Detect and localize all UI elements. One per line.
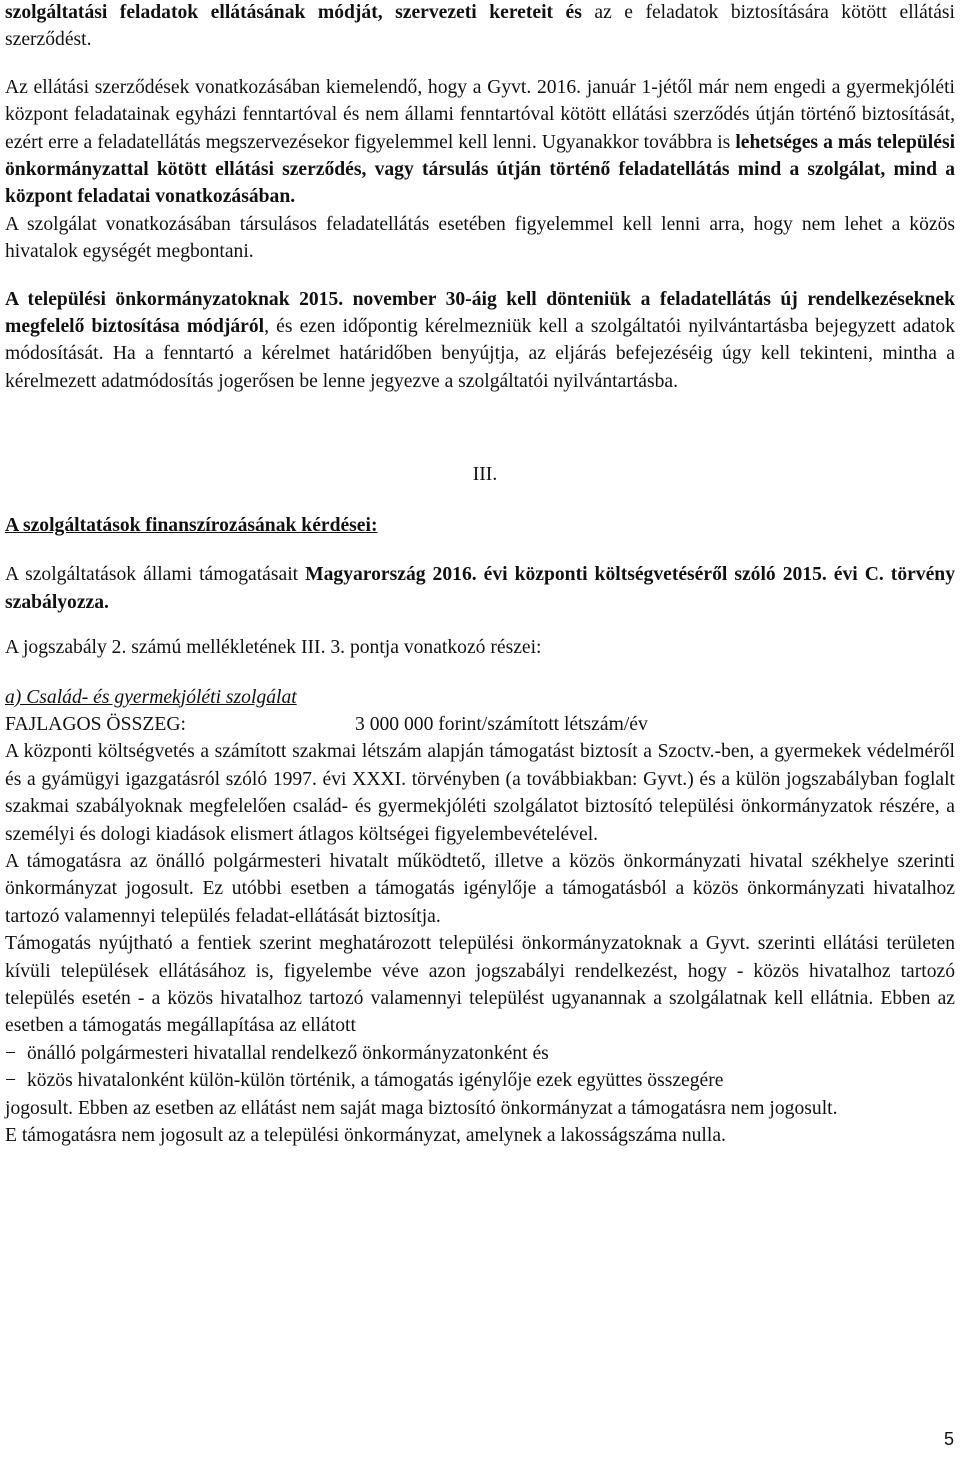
- paragraph-support: Támogatás nyújtható a fentiek szerint meghatározott települési önkormányzatoknak a Gyvt. szerinti ellátási területen kívüli települések ellátásához is, figyelembe véve azon jogszabályi rendelkezést, hogy - közös hivatalhoz tartozó település esetén - a közös hivatalhoz tartozó valamennyi települést ugyanannak a szolgálatnak kell ellátnia. Ebben az esetben a támogatás megállapítása az ellátott: [5, 933, 955, 1037]
- paragraph-funding: [5, 561, 955, 616]
- dash-bullet: −: [5, 1042, 17, 1064]
- deadline-bold-text: A települési önkormányzatoknak 2015. november 30-áig kell dönteniük a feladatellátás új rendelkezéseknek megfelelő biztosítása módjáról: [5, 288, 955, 338]
- contracts-text: Az ellátási szerződések vonatkozásában kiemelendő, hogy a Gyvt. 2016. január 1-jétől már nem engedi a gyermekjóléti központ feladatainak egyházi fenntartóval és nem állami fenntartóval kötött ellátási szerződés útján történő biztosítását, ezért erre a feladatellátás megszervezésekor figyelemmel kell lenni.: [5, 76, 955, 153]
- dash-bullet: −: [5, 1070, 17, 1092]
- paragraph-contracts: [5, 74, 955, 211]
- paragraph-deadline: [5, 286, 955, 396]
- section-number: III.: [472, 464, 498, 486]
- fixed-amount-label: FAJLAGOS ÖSSZEG:: [5, 713, 186, 735]
- paragraph-intro: [5, 0, 955, 54]
- paragraph-entitled: jogosult. Ebben az esetben az ellátást nem saját maga biztosító önkormányzat a támogatásra nem jogosult.: [5, 1097, 838, 1119]
- funding-text: A szolgáltatások állami támogatásait: [5, 564, 306, 586]
- paragraph-annex: A jogszabály 2. számú mellékletének III. 3. pontja vonatkozó részei:: [5, 637, 542, 659]
- intro-text: az e feladatok biztosítására kötött ellátási szerződést.: [5, 2, 955, 51]
- fixed-amount-row: [5, 711, 955, 738]
- list-item-text: önálló polgármesteri hivatallal rendelkező önkormányzatonként és: [27, 1042, 549, 1064]
- paragraph-eligibility: A támogatásra az önálló polgármesteri hivatalt működtető, illetve a közös önkormányzati hivatal székhelye szerinti önkormányzat jogosult. Ez utóbbi esetben a támogatás igénylője a támogatásból a közös önkormányzati hivatalhoz tartozó valamennyi település feladat-ellátását biztosítja.: [5, 850, 955, 927]
- list-item: [5, 1040, 955, 1067]
- fixed-amount-value: 3 000 000 forint/számított létszám/év: [355, 713, 648, 735]
- contracts-text-b: Ugyanakkor továbbra is: [536, 131, 736, 153]
- list-item: [5, 1067, 955, 1094]
- document-page: [5, 0, 955, 1149]
- intro-bold-text: szolgáltatási feladatok ellátásának módját, szervezeti kereteit és: [5, 2, 582, 23]
- deadline-text: , és ezen időpontig kérelmezniük kell a szolgáltatói nyilvántartásba bejegyzett adatok módosítását. Ha a fenntartó a kérelmet határidőben benyújtja, az eljárás befejezéséig úgy kell tekinteni, mintha a kérelmezett adatmódosítás jogerősen be lenne jegyezve a szolgáltatói nyilvántartásba.: [5, 316, 955, 392]
- paragraph-association: A szolgálat vonatkozásában társulásos feladatellátás esetében figyelemmel kell lenni arra, hogy nem lehet a közös hivatalok egységét megbontani.: [5, 213, 955, 263]
- page-number: 5: [943, 1429, 954, 1449]
- section-title: A szolgáltatások finanszírozásának kérdései:: [5, 515, 378, 537]
- subsection-a-title: a) Család- és gyermekjóléti szolgálat: [5, 686, 297, 708]
- funding-bold-text: Magyarország 2016. évi központi költségvetéséről szóló 2015. évi C. törvény szabályozza.: [5, 564, 955, 613]
- paragraph-budget: A központi költségvetés a számított szakmai létszám alapján támogatást biztosít a Szoctv.-ben, a gyermekek védelméről és a gyámügyi igazgatásról szóló 1997. évi XXXI. törvényben (a továbbiakban: Gyvt.) és a külön jogszabályban foglalt szakmai szabályoknak megfelelően család- és gyermekjóléti szolgálatot biztosító települési önkormányzatok részére, a személyi és dologi kiadások elismert átlagos költségei figyelembevételével.: [5, 741, 955, 845]
- contracts-bold-text: lehetséges a más települési önkormányzattal kötött ellátási szerződés, vagy társulás útján történő feladatellátás mind a szolgálat, mind a központ feladatai vonatkozásában.: [5, 131, 956, 208]
- paragraph-not-entitled: E támogatásra nem jogosult az a települési önkormányzat, amelynek a lakosságszáma nulla.: [5, 1125, 726, 1146]
- list-item-text: közös hivatalonként külön-külön történik, a támogatás igénylője ezek együttes összegére: [27, 1070, 724, 1092]
